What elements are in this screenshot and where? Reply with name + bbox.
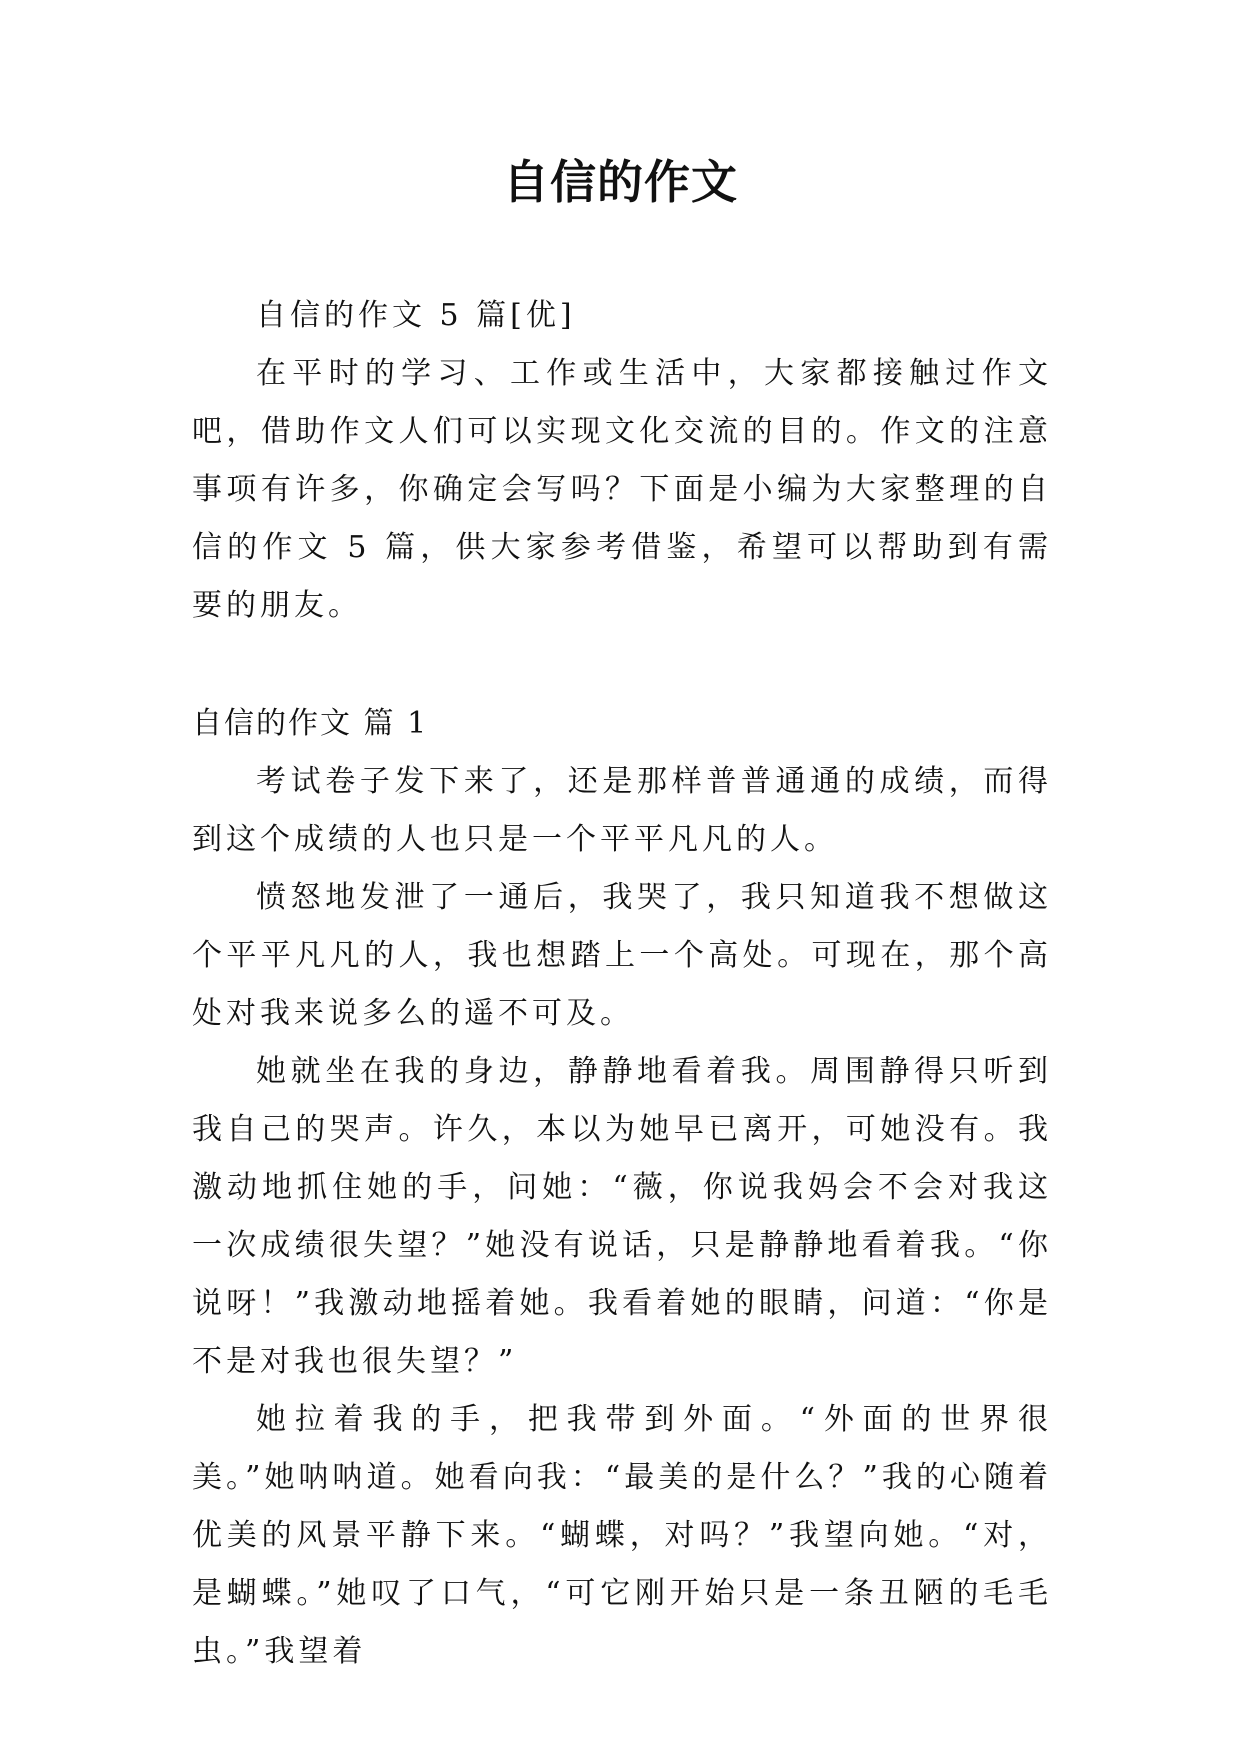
essay-paragraph: 愤怒地发泄了一通后，我哭了，我只知道我不想做这个平平凡凡的人，我也想踏上一个高处。可现在，那个高处对我来说多么的遥不可及。: [192, 880, 1052, 1031]
section-spacer: [192, 635, 1052, 695]
essay-paragraph: 她拉着我的手，把我带到外面。“外面的世界很美。”她呐呐道。她看向我：“最美的是什么？”我的心随着优美的风景平静下来。“蝴蝶，对吗？”我望向她。“对，是蝴蝶。”她叹了口气，“可它刚开始只是一条丑陋的毛毛虫。”我望着: [192, 1402, 1052, 1669]
essay-paragraph: 她就坐在我的身边，静静地看着我。周围静得只听到我自己的哭声。许久，本以为她早已离开，可她没有。我激动地抓住她的手，问她：“薇，你说我妈会不会对我这一次成绩很失望？”她没有说话，只是静静地看着我。“你说呀！”我激动地摇着她。我看着她的眼睛，问道：“你是不是对我也很失望？”: [192, 1054, 1052, 1379]
intro-heading: 自信的作文 5 篇[优]: [256, 298, 576, 333]
essay-paragraph: 考试卷子发下来了，还是那样普普通通的成绩，而得到这个成绩的人也只是一个平平凡凡的人。: [192, 764, 1052, 857]
document-body: [192, 287, 1052, 1681]
section-heading: 自信的作文 篇 1: [192, 706, 429, 741]
document-title: 自信的作文: [503, 155, 738, 209]
intro-paragraph: 在平时的学习、工作或生活中，大家都接触过作文吧，借助作文人们可以实现文化交流的目的。作文的注意事项有许多，你确定会写吗？下面是小编为大家整理的自信的作文 5 篇，供大家参考借鉴，希望可以帮助到有需要的朋友。: [192, 356, 1052, 623]
